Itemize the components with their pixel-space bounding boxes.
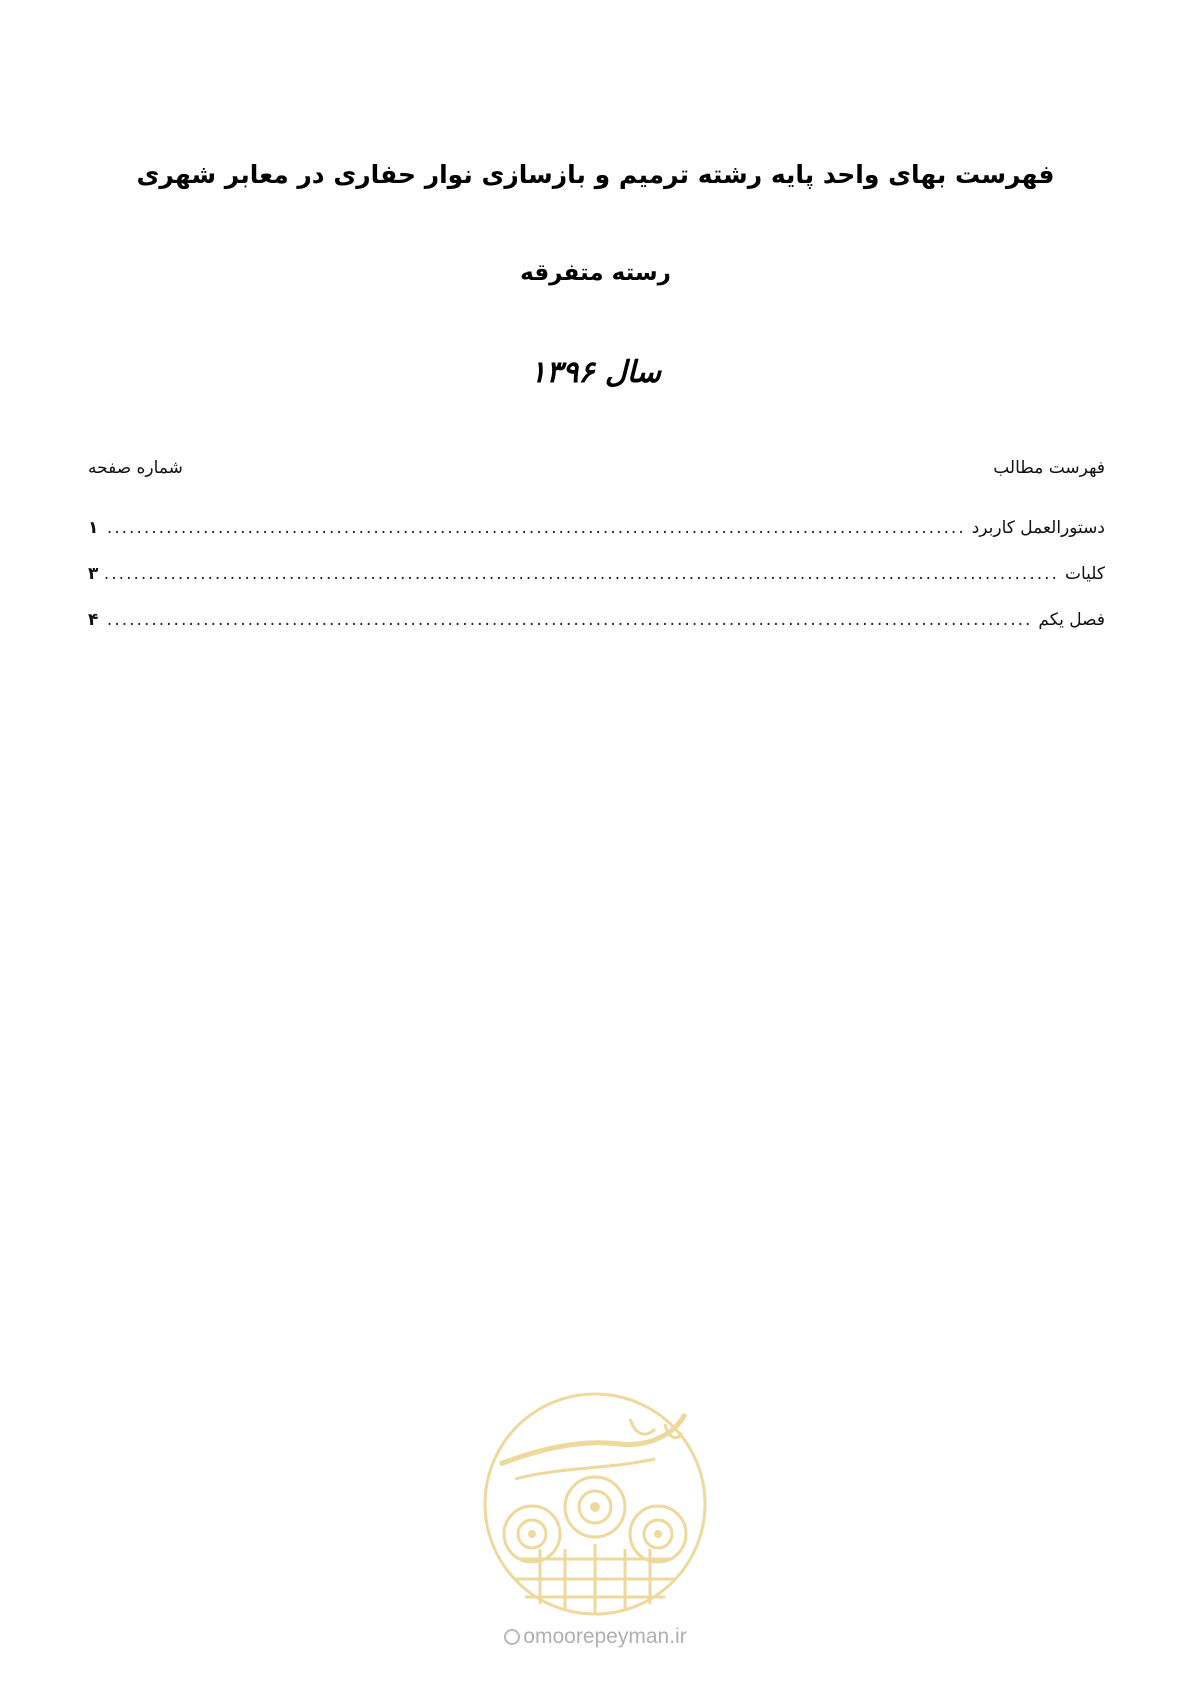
toc-entry-page: ۱ bbox=[88, 518, 99, 538]
globe-icon bbox=[504, 1629, 520, 1645]
toc-entry[interactable] bbox=[88, 564, 1105, 610]
toc-entry-page: ۴ bbox=[88, 610, 99, 630]
toc-entry[interactable] bbox=[88, 610, 1105, 656]
toc-leader-dots bbox=[104, 518, 965, 538]
toc-header bbox=[88, 458, 1105, 488]
toc-list bbox=[88, 518, 1105, 656]
toc-entry-page: ۳ bbox=[88, 564, 99, 584]
watermark-url-text: omoorepeyman.ir bbox=[523, 1625, 687, 1648]
toc-leader-dots bbox=[104, 564, 1059, 584]
toc-entry-label: دستورالعمل کاربرد bbox=[971, 518, 1105, 538]
toc-heading: فهرست مطالب bbox=[993, 458, 1105, 478]
document-title: فهرست بهای واحد پایه رشته ترمیم و بازسازی نوار حفاری در معابر شهری bbox=[136, 160, 1055, 189]
toc-entry-label: فصل یکم bbox=[1038, 610, 1105, 630]
watermark-url bbox=[0, 1625, 1191, 1649]
toc-page-heading: شماره صفحه bbox=[88, 458, 183, 478]
toc-entry-label: کلیات bbox=[1064, 564, 1105, 584]
document-subtitle: رسته متفرقه bbox=[520, 260, 671, 286]
document-year: سال ۱۳۹۶ bbox=[530, 355, 661, 390]
toc-entry[interactable] bbox=[88, 518, 1105, 564]
watermark-seal-icon bbox=[480, 1389, 710, 1619]
toc-leader-dots bbox=[104, 610, 1032, 630]
